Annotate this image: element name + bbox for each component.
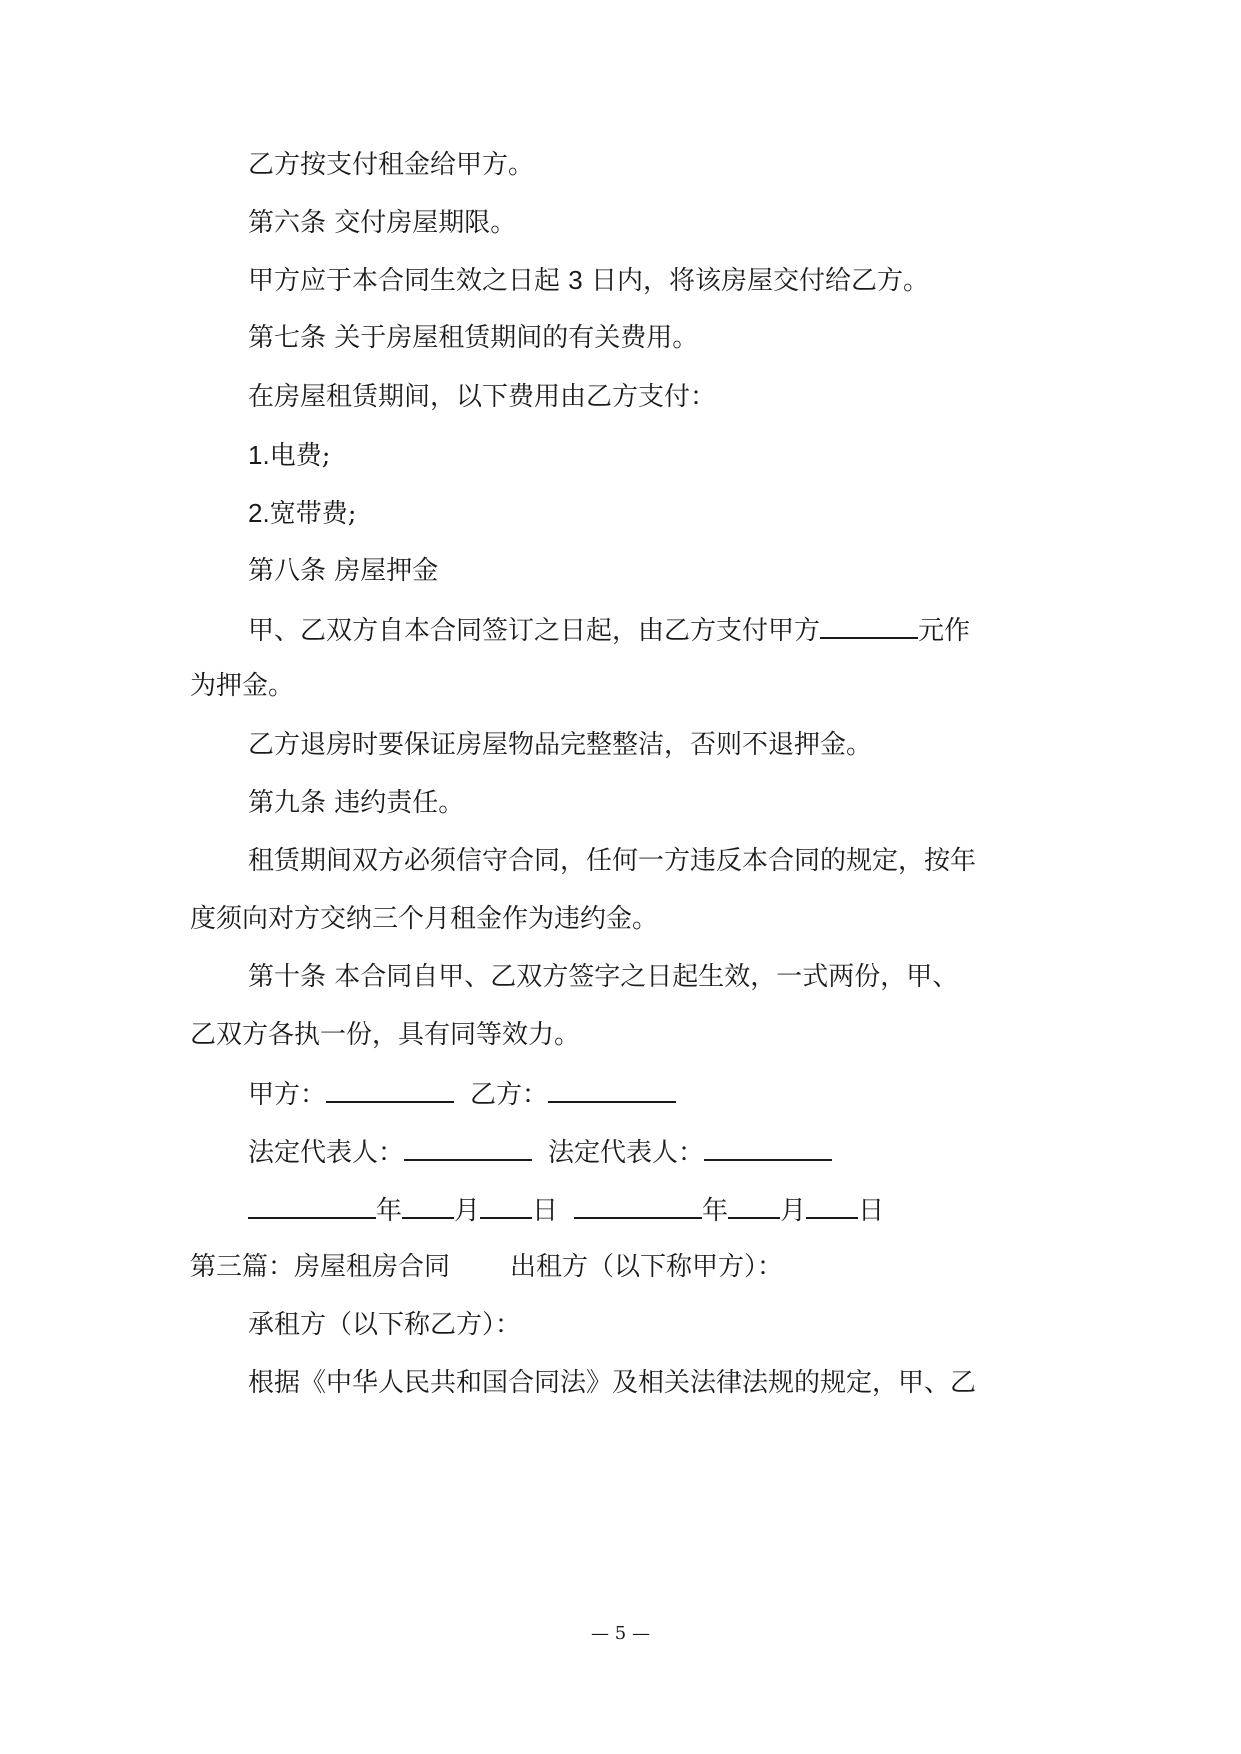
text: 元作: [918, 616, 971, 646]
list-number: 1.: [248, 440, 270, 470]
text: 日内，将该房屋交付给乙方。: [582, 266, 929, 296]
year-label: 年: [376, 1196, 403, 1226]
day-label: 日: [532, 1196, 559, 1226]
article-10-cont: [190, 1017, 580, 1053]
paragraph-breach-cont: [190, 901, 658, 937]
day-a-blank: [480, 1191, 532, 1219]
text: 宽带费;: [269, 499, 357, 529]
paragraph-legal-basis: [248, 1365, 976, 1401]
text: 承租方（以下称乙方）：: [248, 1310, 522, 1340]
text: 乙方按支付租金给甲方。: [248, 150, 535, 180]
article-6-heading: [248, 205, 516, 241]
rep-a-label: 法定代表人：: [248, 1138, 405, 1168]
text: 第八条 房屋押金: [248, 556, 439, 586]
paragraph-rent-payment: [248, 147, 534, 183]
rep-b-label: 法定代表人：: [548, 1138, 705, 1168]
article-8-heading: [248, 553, 438, 589]
paragraph-breach: [248, 843, 976, 879]
lessor-label: 出租方（以下称甲方）：: [510, 1252, 784, 1282]
text: 电费;: [269, 441, 331, 471]
text: 第六条 交付房屋期限。: [248, 208, 517, 238]
list-number: 2.: [248, 498, 270, 528]
signature-representatives: [248, 1133, 832, 1171]
list-item-electricity: [248, 437, 330, 474]
month-a-blank: [402, 1191, 454, 1219]
party-b-blank: [548, 1075, 676, 1103]
section-3-heading: [190, 1249, 783, 1285]
month-b-blank: [728, 1191, 780, 1219]
paragraph-checkout: [248, 727, 872, 763]
paragraph-deposit: [248, 611, 970, 649]
text: 度须向对方交纳三个月租金作为违约金。: [190, 904, 659, 934]
list-item-broadband: [248, 495, 356, 532]
signature-dates: [248, 1191, 884, 1229]
article-9-heading: [248, 785, 464, 821]
party-a-label: 甲方：: [248, 1080, 327, 1110]
day-label: 日: [858, 1196, 885, 1226]
deposit-amount-blank: [820, 611, 918, 639]
month-label: 月: [780, 1196, 807, 1226]
text: 根据《中华人民共和国合同法》及相关法律法规的规定，甲、乙: [248, 1368, 977, 1398]
text: 为押金。: [190, 671, 295, 701]
paragraph-deposit-cont: [190, 668, 294, 704]
rep-a-blank: [404, 1133, 532, 1161]
year-a-blank: [248, 1191, 376, 1219]
text: 甲方应于本合同生效之日起: [248, 266, 569, 296]
day-b-blank: [806, 1191, 858, 1219]
signature-parties: [248, 1075, 676, 1113]
article-7-heading: [248, 320, 698, 356]
year-b-blank: [574, 1191, 702, 1219]
party-b-label: 乙方：: [470, 1080, 549, 1110]
section-title: 第三篇：房屋租房合同: [190, 1252, 451, 1282]
rep-b-blank: [704, 1133, 832, 1161]
page-number: — 5 —: [591, 1623, 650, 1644]
text: 乙方退房时要保证房屋物品完整整洁，否则不退押金。: [248, 730, 873, 760]
text: 在房屋租赁期间，以下费用由乙方支付：: [248, 382, 717, 412]
text: 租赁期间双方必须信守合同，任何一方违反本合同的规定，按年: [248, 846, 977, 876]
month-label: 月: [454, 1196, 481, 1226]
party-a-blank: [326, 1075, 454, 1103]
text: 第十条 本合同自甲、乙双方签字之日起生效，一式两份，甲、: [248, 962, 959, 992]
text: 甲、乙双方自本合同签订之日起，由乙方支付甲方: [248, 616, 821, 646]
text: 乙双方各执一份，具有同等效力。: [190, 1020, 581, 1050]
paragraph-delivery: [248, 262, 929, 299]
article-10: [248, 959, 958, 995]
paragraph-fees: [248, 379, 716, 415]
lessee-label: [248, 1307, 521, 1343]
text: 第七条 关于房屋租赁期间的有关费用。: [248, 323, 699, 353]
text: 第九条 违约责任。: [248, 788, 465, 818]
days-number: 3: [568, 265, 583, 295]
year-label: 年: [702, 1196, 729, 1226]
